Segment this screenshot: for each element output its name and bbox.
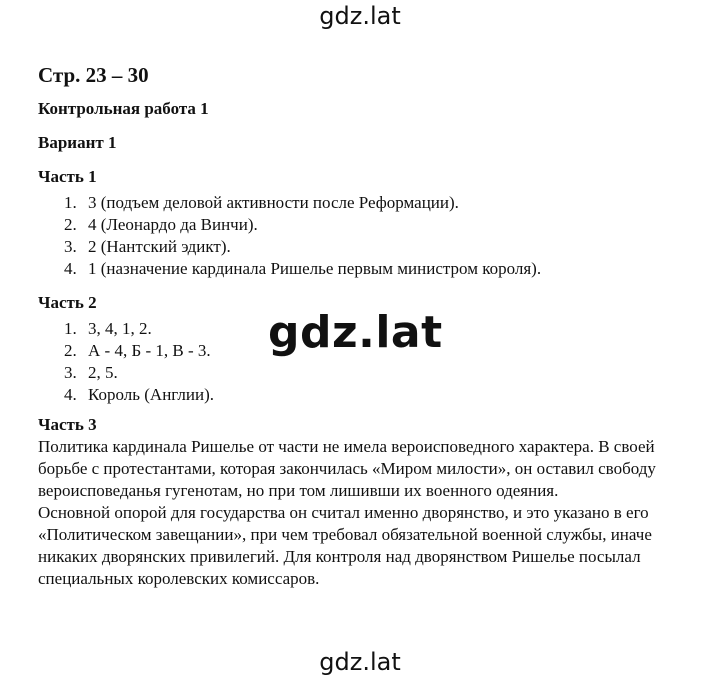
list-item-number: 4.	[64, 385, 77, 404]
answer-line: борьбе с протестантами, которая закончилась «Миром милости», он оставил свободу	[38, 459, 656, 478]
part1-list	[38, 192, 698, 280]
list-item-text: 2 (Нантский эдикт).	[88, 237, 231, 256]
list-item-number: 3.	[64, 237, 77, 256]
list-item-text: 3, 4, 1, 2.	[88, 319, 152, 338]
list-item-number: 1.	[64, 193, 77, 212]
watermark-top: gdz.lat	[319, 2, 401, 30]
part1-heading: Часть 1	[38, 167, 97, 186]
list-item	[38, 258, 698, 280]
part2-heading: Часть 2	[38, 293, 97, 312]
page-reference: Стр. 23 – 30	[38, 63, 149, 87]
part3-heading: Часть 3	[38, 415, 97, 434]
answer-line: специальных королевских комиссаров.	[38, 569, 320, 588]
answer-line: Политика кардинала Ришелье от части не имела вероисповедного характера. В своей	[38, 437, 655, 456]
list-item	[38, 362, 698, 384]
list-item-text: 2, 5.	[88, 363, 118, 382]
list-item-number: 4.	[64, 259, 77, 278]
work-title: Контрольная работа 1	[38, 99, 209, 118]
answer-line: вероисповеданья гугенотам, но при том лишивши их военного одеяния.	[38, 481, 559, 500]
answer-line: никаких дворянских привилегий. Для контроля над дворянством Ришелье посылал	[38, 547, 641, 566]
list-item-text: Король (Англии).	[88, 385, 214, 404]
watermark-middle: gdz.lat	[268, 307, 443, 358]
list-item-number: 2.	[64, 341, 77, 360]
list-item	[38, 236, 698, 258]
list-item	[38, 384, 698, 406]
watermark-bottom: gdz.lat	[319, 648, 401, 676]
list-item-text: 3 (подъем деловой активности после Реформации).	[88, 193, 459, 212]
list-item-text: 1 (назначение кардинала Ришелье первым министром короля).	[88, 259, 542, 278]
list-item-number: 3.	[64, 363, 77, 382]
list-item	[38, 192, 698, 214]
list-item-number: 1.	[64, 319, 77, 338]
list-item	[38, 214, 698, 236]
variant-heading: Вариант 1	[38, 133, 117, 152]
part3-answer	[38, 436, 698, 590]
list-item-text: А - 4, Б - 1, В - 3.	[88, 341, 211, 360]
list-item-number: 2.	[64, 215, 77, 234]
answer-line: «Политическом завещании», при чем требовал обязательной военной службы, иначе	[38, 525, 652, 544]
list-item-text: 4 (Леонардо да Винчи).	[88, 215, 258, 234]
answer-line: Основной опорой для государства он считал именно дворянство, и это указано в его	[38, 503, 649, 522]
